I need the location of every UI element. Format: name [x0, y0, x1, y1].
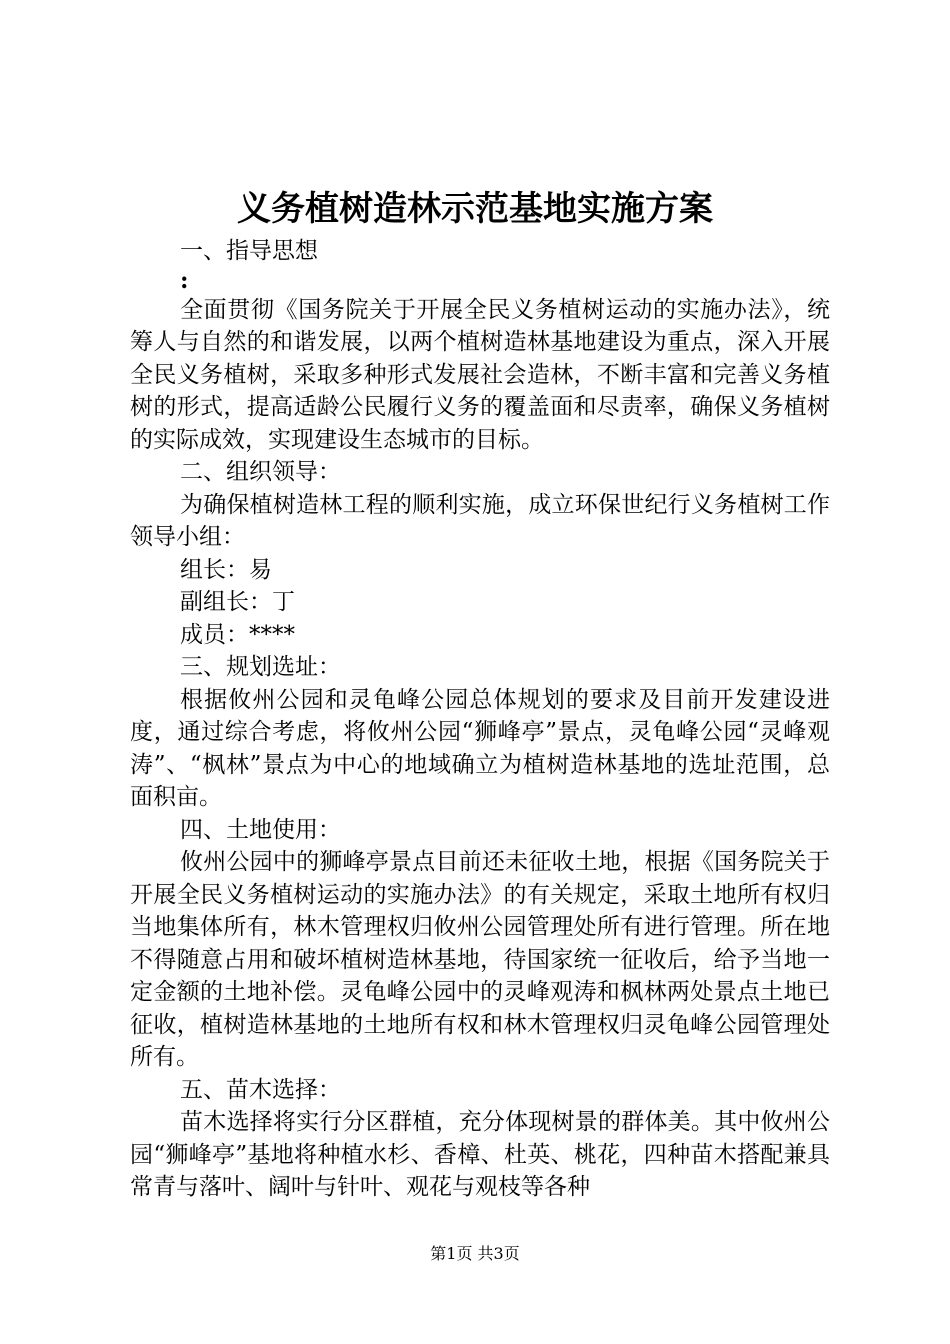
- paragraph-guiding-ideology: 全面贯彻《国务院关于开展全民义务植树运动的实施办法》，统筹人与自然的和谐发展，以两个植树造林基地建设为重点，深入开展全民义务植树，采取多种形式发展社会造林，不断丰富和完善义务植树的形式，提高适龄公民履行义务的覆盖面和尽责率，确保义务植树的实际成效，实现建设生态城市的目标。: [130, 296, 830, 453]
- page-number-footer: 第1页 共3页: [430, 1244, 520, 1263]
- members-line: 成员：****: [180, 621, 295, 648]
- section-heading-organization: 二、组织领导：: [180, 459, 341, 485]
- paragraph-site-planning: 根据攸州公园和灵龟峰公园总体规划的要求及目前开发建设进度，通过综合考虑，将攸州公园“狮峰亭”景点，灵龟峰公园“灵峰观涛”、“枫林”景点为中心的地域确立为植树造林基地的选址范围，总面积亩。: [130, 686, 830, 810]
- paragraph-seedling-selection: 苗木选择将实行分区群植，充分体现树景的群体美。其中攸州公园“狮峰亭”基地将种植水杉、香樟、杜英、桃花，四种苗木搭配兼具常青与落叶、阔叶与针叶、观花与观枝等各种: [130, 1109, 830, 1200]
- deputy-leader-line: 副组长：丁: [180, 589, 295, 615]
- document-body: [130, 235, 830, 1204]
- section-heading-seedling-selection: 五、苗木选择：: [180, 1076, 341, 1103]
- colon-line: :: [180, 266, 189, 294]
- paragraph-organization: 为确保植树造林工程的顺利实施，成立环保世纪行义务植树工作领导小组：: [130, 491, 830, 550]
- section-heading-site-planning: 三、规划选址：: [180, 654, 341, 680]
- document-title: 义务植树造林示范基地实施方案: [237, 189, 713, 229]
- section-heading-guiding-ideology: 一、指导思想: [180, 238, 318, 264]
- paragraph-land-use: 攸州公园中的狮峰亭景点目前还未征收土地，根据《国务院关于开展全民义务植树运动的实施办法》的有关规定，采取土地所有权归当地集体所有，林木管理权归攸州公园管理处所有进行管理。所在地不得随意占用和破坏植树造林基地，待国家统一征收后，给予当地一定金额的土地补偿。灵龟峰公园中的灵峰观涛和枫林两处景点土地已征收，植树造林基地的土地所有权和林木管理权归灵龟峰公园管理处所有。: [130, 849, 830, 1070]
- group-leader-line: 组长：易: [180, 556, 272, 583]
- section-heading-land-use: 四、土地使用：: [180, 816, 341, 843]
